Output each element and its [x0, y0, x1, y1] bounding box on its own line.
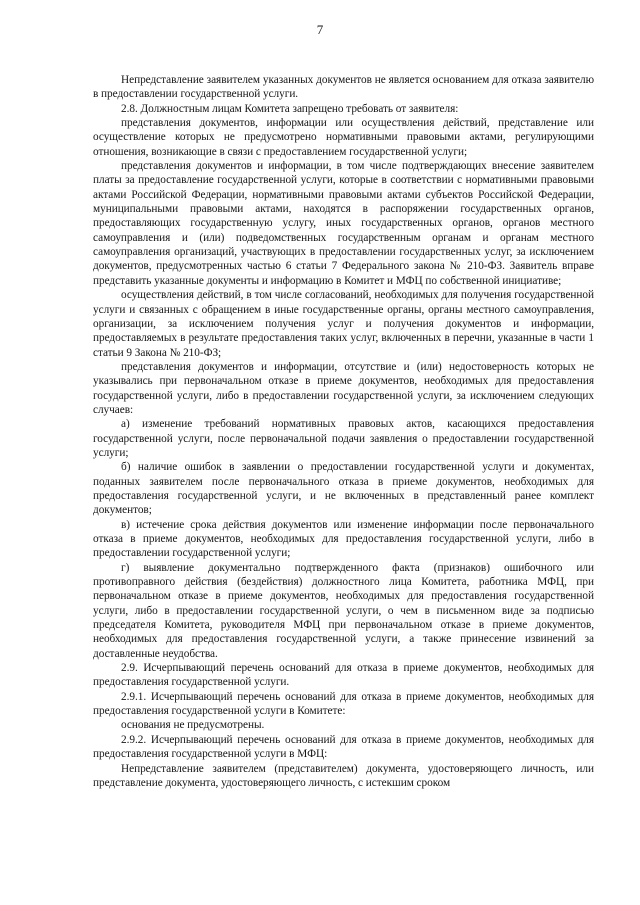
paragraph: б) наличие ошибок в заявлении о предоставлении государственной услуги и документах, поданных заявителем после первоначального отказа в приеме документов, необходимых для предоставления государственной услуги, и не включенных в представленный ранее комплект документов;	[93, 461, 594, 517]
paragraph: г) выявление документально подтвержденного факта (признаков) ошибочного или противоправного действия (бездействия) должностного лица Комитета, работника МФЦ, при первоначальном отказе в приеме документов, необходимых для предоставления государственной услуги, либо в предоставлении государственной услуги, о чем в письменном виде за подписью председателя Комитета, руководителя МФЦ при первоначальном отказе в приеме документов, необходимых для предоставления государственной услуги, а также принесение извинений за доставленные неудобства.	[93, 561, 594, 660]
paragraph: 2.8. Должностным лицам Комитета запрещено требовать от заявителя:	[121, 102, 459, 115]
paragraph: 2.9.2. Исчерпывающий перечень оснований для отказа в приеме документов, необходимых для предоставления государственной услуги в МФЦ:	[93, 733, 594, 761]
document-body	[93, 73, 594, 790]
paragraph: Непредставление заявителем указанных документов не является основанием для отказа заявителю в предоставлении государственной услуги.	[93, 74, 594, 101]
paragraph: представления документов, информации или осуществления действий, представление или осуществление которых не предусмотрено нормативными правовыми актами, регулирующими отношения, возникающие в связи с предоставлением государственной услуги;	[93, 117, 594, 158]
paragraph: 2.9. Исчерпывающий перечень оснований для отказа в приеме документов, необходимых для предоставления государственной услуги.	[93, 662, 594, 689]
paragraph: представления документов и информации, отсутствие и (или) недостоверность которых не указывались при первоначальном отказе в приеме документов, необходимых для предоставления государственной услуги, либо в предоставлении государственной услуги, за исключением следующих случаев:	[93, 360, 594, 416]
paragraph: основания не предусмотрены.	[121, 719, 265, 732]
paragraph: в) истечение срока действия документов или изменение информации после первоначального отказа в приеме документов, необходимых для предоставления государственной услуги, либо в предоставлении государственной услуги;	[93, 518, 594, 560]
page-number: 7	[316, 22, 324, 37]
paragraph: а) изменение требований нормативных правовых актов, касающихся предоставления государственной услуги, после первоначальной подачи заявления о предоставлении государственной услуги;	[93, 418, 594, 459]
paragraph: представления документов и информации, в том числе подтверждающих внесение заявителем платы за предоставление государственной услуги, которые в соответствии с нормативными правовыми актами Российской Федерации, нормативными правовыми актами субъектов Российской Федерации, муниципальными правовыми актами, находятся в распоряжении государственных органов, предоставляющих государственную услугу, иных государственных органов, органов местного самоуправления и (или) подведомственных государственным органам и органам местного самоуправления организаций, участвующих в предоставлении государственных услуг, за исключением документов, предусмотренных частью 6 статьи 7 Федерального закона № 210-ФЗ. Заявитель вправе представить указанные документы и информацию в Комитет и МФЦ по собственной инициативе;	[93, 160, 594, 287]
paragraph: осуществления действий, в том числе согласований, необходимых для получения государственной услуги и связанных с обращением в иные государственные органы, органы местного самоуправления, организации, за исключением получения услуг и получения документов и информации, предоставляемых в результате предоставления таких услуг, включенных в перечни, указанные в части 1 статьи 9 Закона № 210-ФЗ;	[93, 289, 594, 359]
paragraph: Непредставление заявителем (представителем) документа, удостоверяющего личность, или представление документа, удостоверяющего личность, с истекшим сроком	[93, 762, 594, 789]
paragraph: 2.9.1. Исчерпывающий перечень оснований для отказа в приеме документов, необходимых для предоставления государственной услуги в Комитете:	[93, 690, 594, 718]
